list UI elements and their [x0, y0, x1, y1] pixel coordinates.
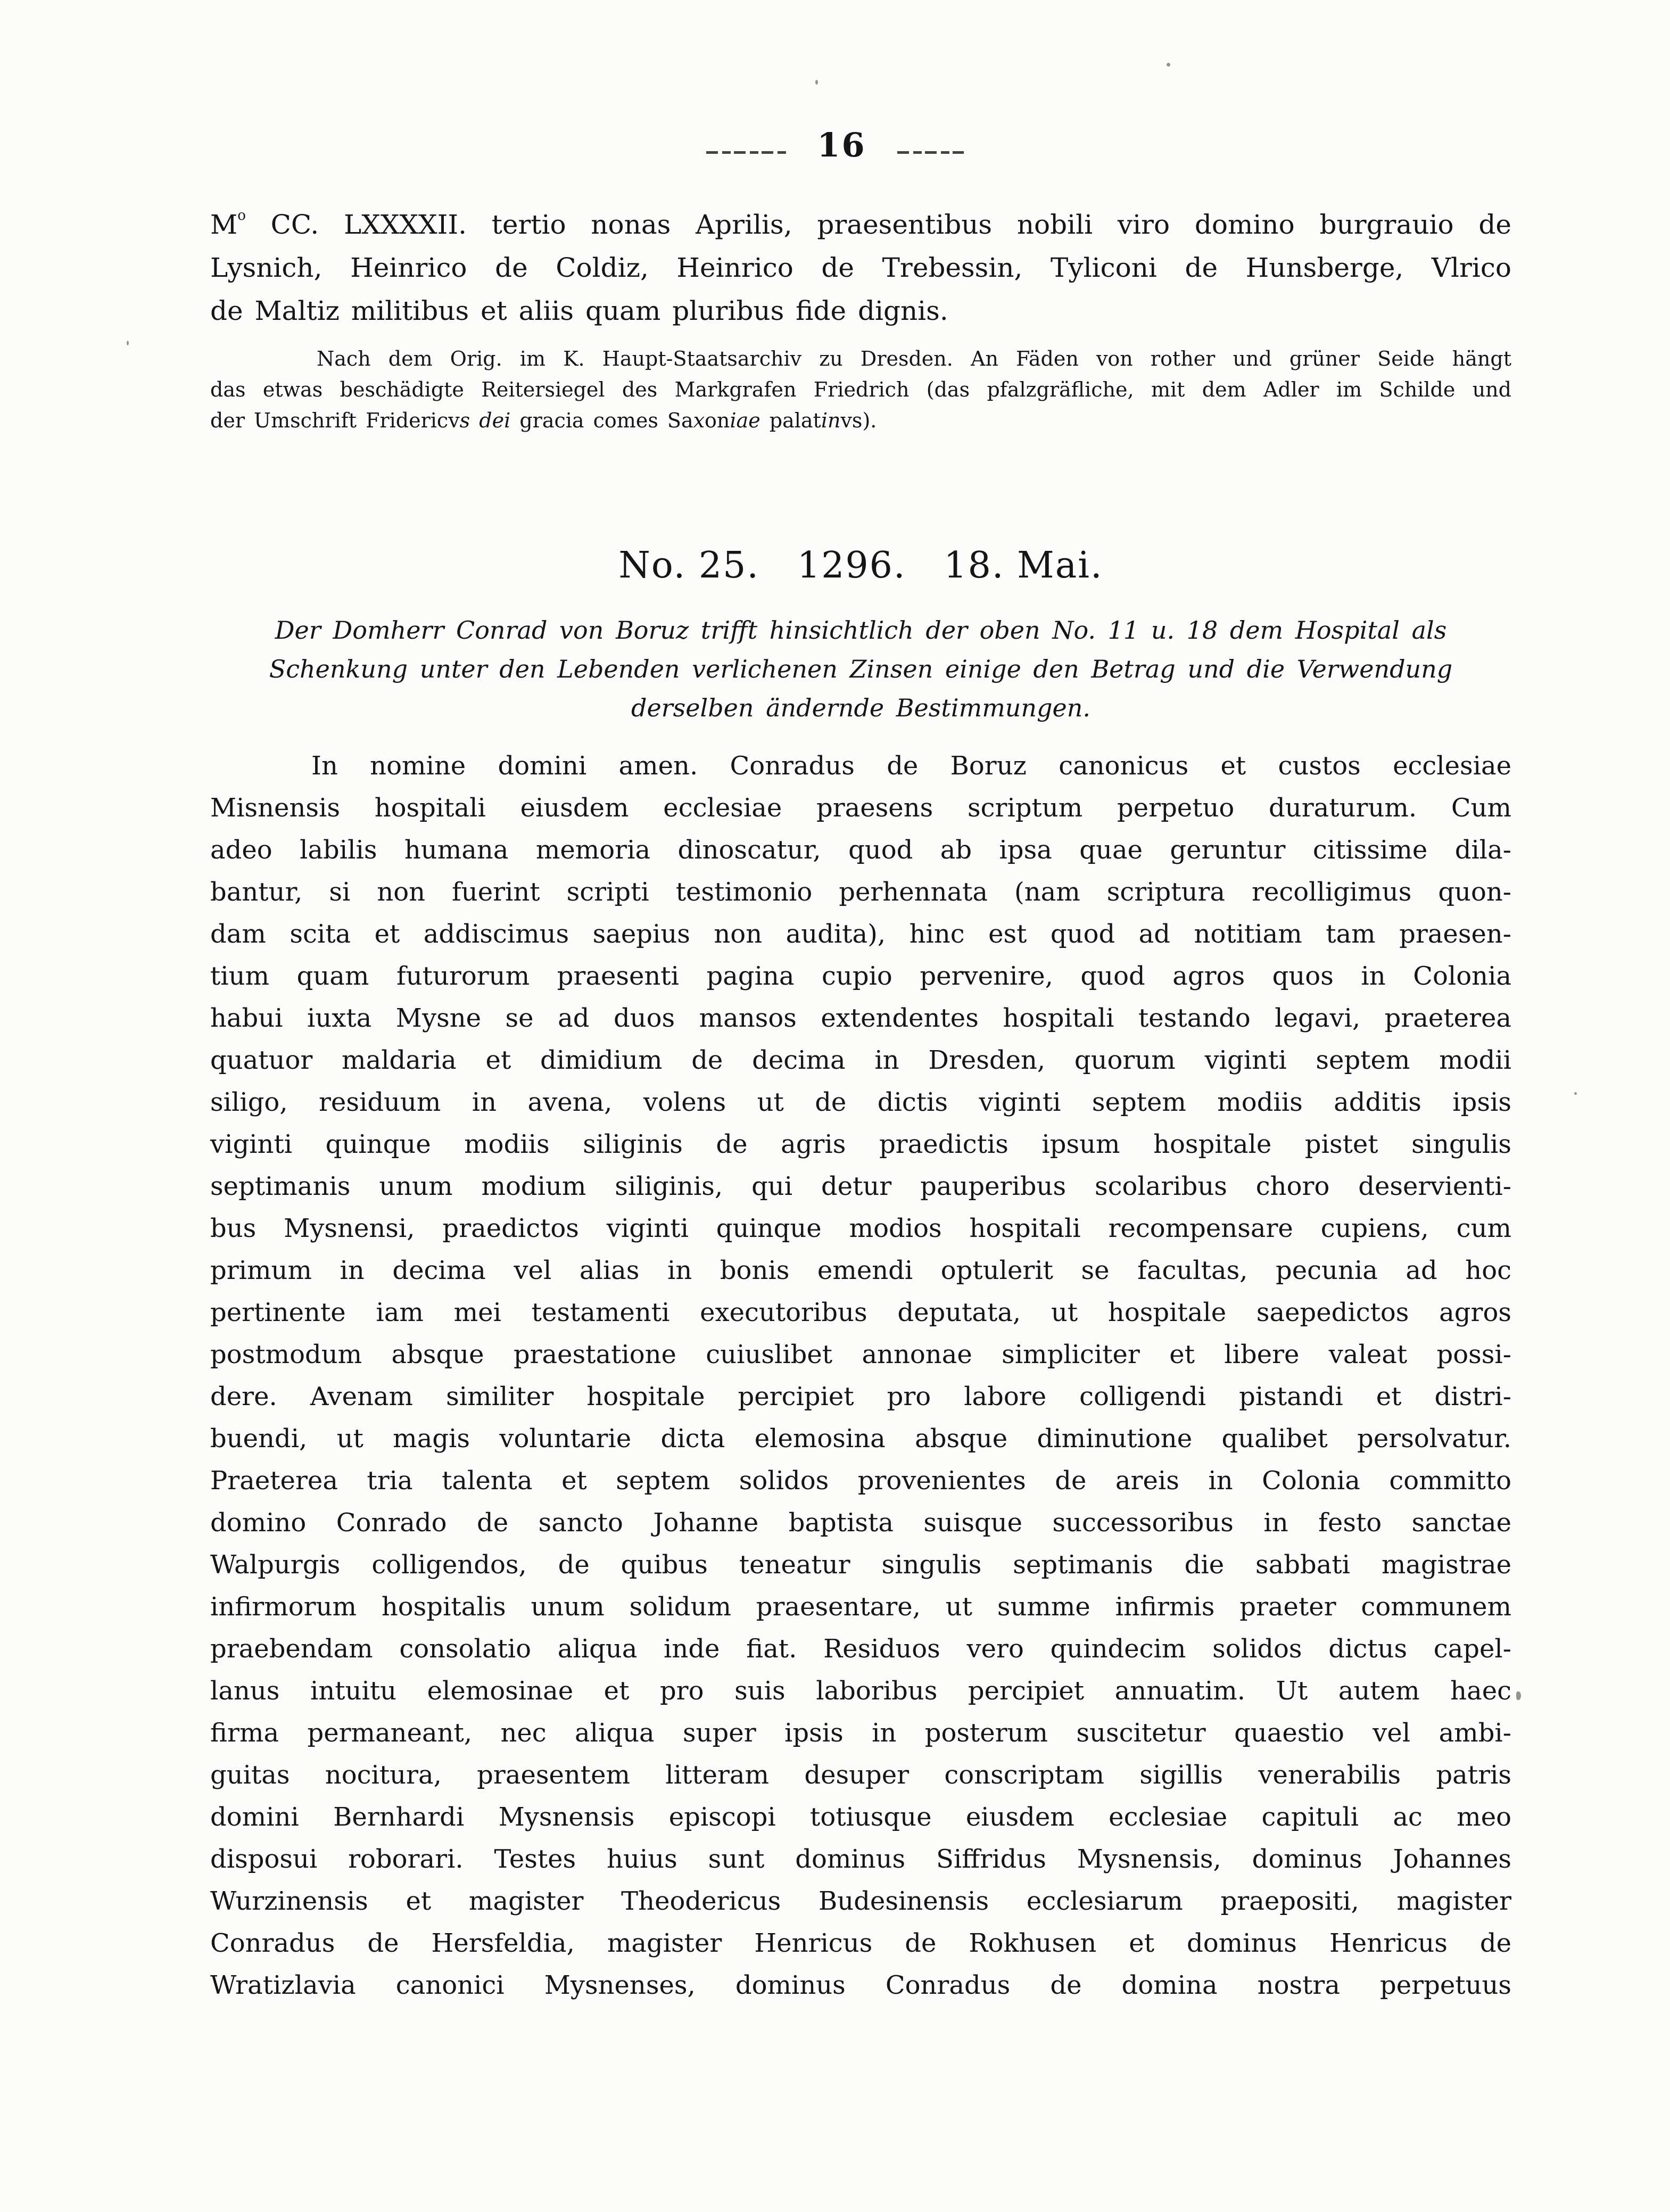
- body-line: adeo labilis humana memoria dinoscatur, quod ab ipsa quae geruntur citissime dila-: [210, 835, 1511, 865]
- note-roman-text: palat: [760, 409, 821, 432]
- summary-line: Schenkung unter den Lebenden verlichenen Zinsen einige den Betrag und die Verwendung: [269, 655, 1453, 683]
- summary-line: Der Domherr Conrad von Boruz trifft hinsichtlich der oben No. 11 u. 18 dem Hospital als: [275, 616, 1447, 645]
- body-line: guitas nocitura, praesentem litteram desuper conscriptam sigillis venerabilis patris: [210, 1760, 1511, 1790]
- body-line: pertinente iam mei testamenti executoribus deputata, ut hospitale saepedictos agros: [210, 1298, 1511, 1327]
- previous-entry-line: Lysnich, Heinrico de Coldiz, Heinrico de Trebessin, Tyliconi de Hunsberge, Vlrico: [210, 252, 1511, 283]
- superscript-o: o: [237, 208, 246, 224]
- previous-entry-line: de Maltiz militibus et aliis quam pluribus fide dignis.: [210, 295, 948, 326]
- note-roman-text: vs).: [840, 409, 877, 432]
- body-line: In nomine domini amen. Conradus de Boruz canonicus et custos ecclesiae: [311, 751, 1511, 781]
- note-italic-expansion: x: [693, 409, 705, 432]
- previous-entry-line: [210, 203, 1511, 246]
- body-line: bus Mysnensi, praedictos viginti quinque modios hospitali recompensare cupiens, cum: [210, 1214, 1511, 1243]
- charter-body: [210, 745, 1511, 2007]
- scan-speck: [1167, 63, 1170, 67]
- body-line: domino Conrado de sancto Johanne baptista suisque successoribus in festo sanctae: [210, 1508, 1511, 1538]
- body-line: Conradus de Hersfeldia, magister Henricus de Rokhusen et dominus Henricus de: [210, 1928, 1511, 1958]
- body-line: bantur, si non fuerint scripti testimonio perhennata (nam scriptura recolligimus quon-: [210, 877, 1511, 907]
- body-line: Wratizlavia canonici Mysnenses, dominus Conradus de domina nostra perpetuus: [210, 1970, 1511, 2000]
- note-roman-text: on: [705, 409, 730, 432]
- previous-entry-line-text: CC. LXXXXII. tertio nonas Aprilis, praesentibus nobili viro domino burgrauio de: [245, 209, 1511, 240]
- folio-number: 16: [817, 126, 866, 164]
- note-italic-expansion: dei: [479, 409, 511, 432]
- body-line: firma permaneant, nec aliqua super ipsis in posterum suscitetur quaestio vel ambi-: [210, 1718, 1511, 1748]
- body-line: viginti quinque modiis siliginis de agris praedictis ipsum hospitale pistet singulis: [210, 1129, 1511, 1159]
- note-line: Nach dem Orig. im K. Haupt-Staatsarchiv zu Dresden. An Fäden von rother und grüner Seide hängt: [317, 347, 1511, 370]
- body-line: septimanis unum modium siliginis, qui detur pauperibus scolaribus choro deservienti-: [210, 1171, 1511, 1201]
- date-roman-numeral: M: [210, 209, 238, 240]
- body-line: quatuor maldaria et dimidium de decima in Dresden, quorum viginti septem modii: [210, 1045, 1511, 1075]
- body-line: tium quam futurorum praesenti pagina cupio pervenire, quod agros quos in Colonia: [210, 961, 1511, 991]
- body-line: Walpurgis colligendos, de quibus teneatur singulis septimanis die sabbati magistrae: [210, 1550, 1511, 1580]
- body-line: Praeterea tria talenta et septem solidos provenientes de areis in Colonia committo: [210, 1466, 1511, 1496]
- note-line: das etwas beschädigte Reitersiegel des Markgrafen Friedrich (das pfalzgräfliche, mit dem Adler im Schilde und: [210, 378, 1511, 401]
- note-italic-expansion: s: [459, 409, 470, 432]
- body-line: buendi, ut magis voluntarie dicta elemosina absque diminutione qualibet persolvatur.: [210, 1424, 1511, 1454]
- body-line: dere. Avenam similiter hospitale percipiet pro labore colligendi pistandi et distri-: [210, 1382, 1511, 1412]
- body-line: siligo, residuum in avena, volens ut de dictis viginti septem modiis additis ipsis: [210, 1087, 1511, 1117]
- note-italic-expansion: iae: [730, 409, 760, 432]
- note-line: [210, 405, 1511, 436]
- body-line: Misnensis hospitali eiusdem ecclesiae praesens scriptum perpetuo duraturum. Cum: [210, 793, 1511, 823]
- note-roman-text: [470, 409, 479, 432]
- body-line: habui iuxta Mysne se ad duos mansos extendentes hospitali testando legavi, praeterea: [210, 1003, 1511, 1033]
- entry-summary: [224, 611, 1498, 728]
- body-line: disposui roborari. Testes huius sunt dominus Siffridus Mysnensis, dominus Johannes: [210, 1844, 1511, 1874]
- folio-header: [0, 127, 1670, 164]
- folio-rule-right: [897, 151, 964, 154]
- scan-speck: [1574, 1092, 1577, 1095]
- folio-rule-left: [706, 151, 786, 154]
- summary-line: derselben ändernde Bestimmungen.: [631, 694, 1090, 722]
- body-line: primum in decima vel alias in bonis emendi optulerit se facultas, pecunia ad hoc: [210, 1256, 1511, 1285]
- scan-speck: [815, 80, 818, 85]
- body-line: domini Bernhardi Mysnensis episcopi totiusque eiusdem ecclesiae capituli ac meo: [210, 1802, 1511, 1832]
- provenance-note: [210, 343, 1511, 436]
- body-line: infirmorum hospitalis unum solidum praesentare, ut summe infirmis praeter communem: [210, 1592, 1511, 1622]
- scan-speck: [1516, 1691, 1521, 1700]
- body-line: lanus intuitu elemosinae et pro suis laboribus percipiet annuatim. Ut autem haec: [210, 1676, 1511, 1706]
- body-line: Wurzinensis et magister Theodericus Budesinensis ecclesiarum praepositi, magister: [210, 1886, 1511, 1916]
- body-line: praebendam consolatio aliqua inde fiat. Residuos vero quindecim solidos dictus capel-: [210, 1634, 1511, 1664]
- body-line: dam scita et addiscimus saepius non audita), hinc est quod ad notitiam tam praesen-: [210, 919, 1511, 949]
- previous-entry-paragraph: [210, 203, 1511, 333]
- note-italic-expansion: in: [821, 409, 841, 432]
- scan-speck: [127, 341, 129, 345]
- note-roman-text: der Umschrift Fridericv: [210, 409, 460, 432]
- note-roman-text: gracia comes Sa: [510, 409, 693, 432]
- body-line: postmodum absque praestatione cuiuslibet annonae simpliciter et libere valeat possi-: [210, 1340, 1511, 1369]
- entry-heading: No. 25. 1296. 18. Mai.: [618, 544, 1103, 587]
